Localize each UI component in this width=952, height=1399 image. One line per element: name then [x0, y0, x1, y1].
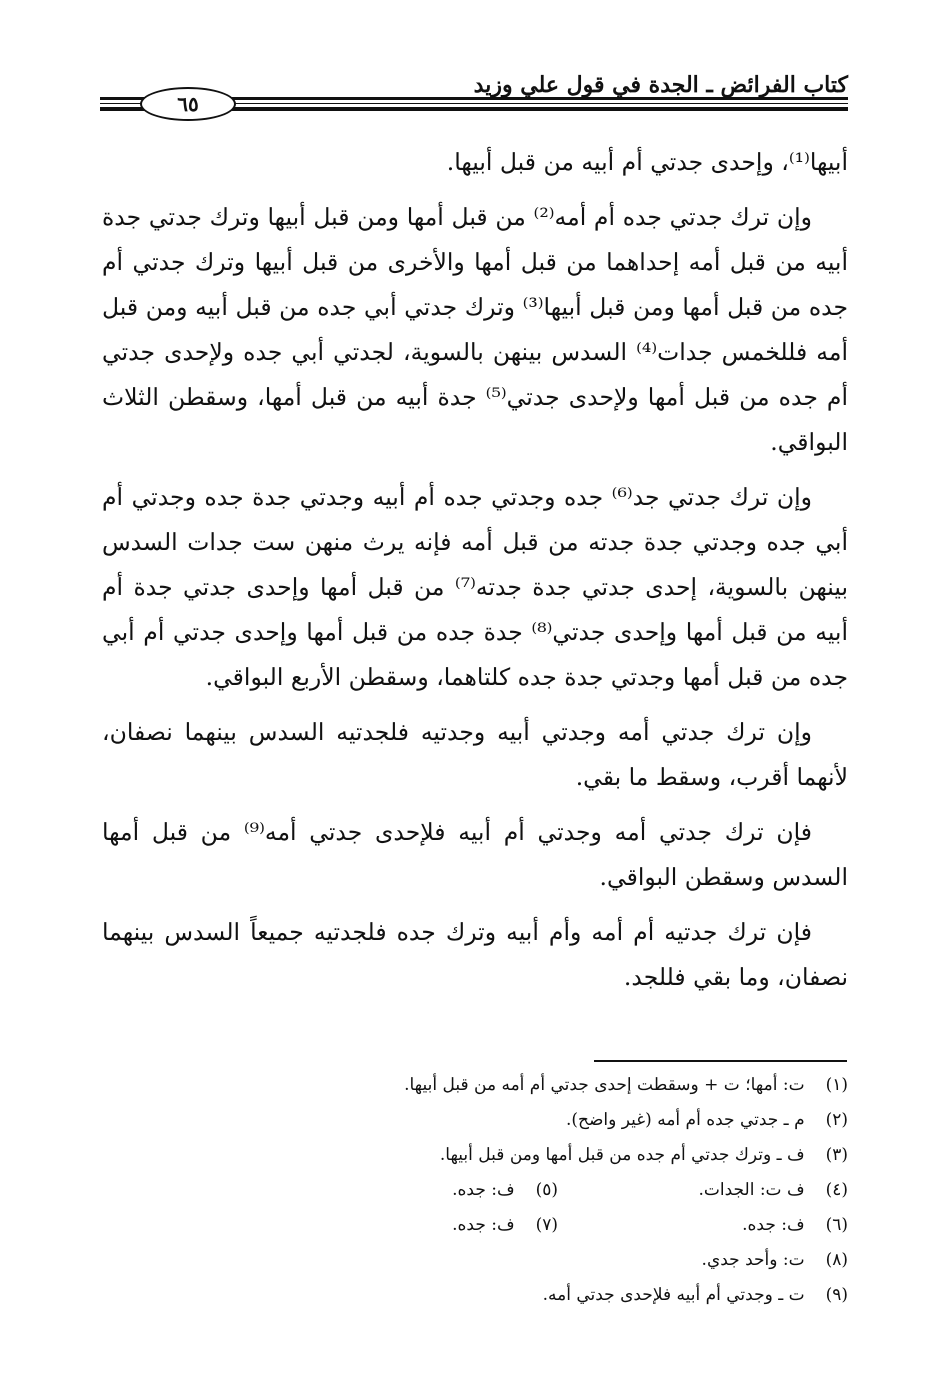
footnote-number: (٧): [535, 1215, 558, 1235]
footnote-text: ف: جده.: [742, 1215, 805, 1235]
paragraph-4: وإن ترك جدتي أمه وجدتي أبيه وجدتيه فلجدتيه السدس بينهما نصفان، لأنهما أقرب، وسقط ما بقي.: [102, 718, 848, 791]
footnote-3: [300, 1138, 848, 1173]
footnote-4: [699, 1173, 849, 1208]
footnote-number: (٢): [825, 1110, 848, 1130]
footnote-2: [300, 1103, 848, 1138]
paragraph-1: أبيها⁽¹⁾، وإحدى جدتي أم أبيه من قبل أبيها.: [446, 148, 848, 176]
footnote-8: [300, 1243, 848, 1278]
footnote-text: ف: جده.: [452, 1215, 515, 1235]
footnote-number: (٥): [535, 1180, 558, 1200]
footnote-number: (٦): [825, 1215, 848, 1235]
page-header: [100, 70, 848, 120]
paragraph-3: وإن ترك جدتي جد⁽⁶⁾ جده وجدتي جده أم أبيه وجدتي جدة جده وجدتي أم أبي جده وجدتي جدة جدته من قبل أمه فإنه يرث منهن ست جدات السدس بينهن بالسوية، إحدى جدتي جدة جدته⁽⁷⁾ من قبل أمها وإحدى جدتي جدة أم أبيه من قبل أمها وإحدى جدتي⁽⁸⁾ جدة جده من قبل أمها وإحدى جدتي أم أبي جده من قبل أمها وجدتي جدة جده كلتاهما، وسقطن الأربع البواقي.: [102, 483, 848, 691]
footnote-text: ت: وأحد جدي.: [701, 1250, 805, 1270]
paragraph-5: فإن ترك جدتي أمه وجدتي أم أبيه فلإحدى جدتي أمه⁽⁹⁾ من قبل أمها السدس وسقطن البواقي.: [102, 818, 848, 891]
footnote-separator: [594, 1060, 847, 1062]
footnote-number: (٨): [825, 1250, 848, 1270]
footnote-number: (٤): [825, 1180, 848, 1200]
footnote-number: (١): [825, 1075, 848, 1095]
paragraph-2: وإن ترك جدتي جده أم أمه⁽²⁾ من قبل أمها ومن قبل أبيها وترك جدتي جدة أبيه من قبل أمه إحداهما من قبل أمها والأخرى من قبل أبيها وترك جدتي أم جده من قبل أمها ومن قبل أبيها⁽³⁾ وترك جدتي أبي جده من قبل أبيه ومن قبل أمه فللخمس جدات⁽⁴⁾ السدس بينهن بالسوية، لجدتي أبي جده ولإحدى جدتي أم جده من قبل أمها ولإحدى جدتي⁽⁵⁾ جدة أبيه من قبل أمها، وسقطن الثلاث البواقي.: [102, 203, 848, 456]
footnote-5: [452, 1173, 558, 1208]
footnote-text: ف: جده.: [452, 1180, 515, 1200]
footnote-1: [300, 1068, 848, 1103]
footnote-number: (٣): [825, 1145, 848, 1165]
footnotes: [300, 1068, 848, 1313]
footnote-text: ت ـ وجدتي أم أبيه فلإحدى جدتي أمه.: [542, 1285, 805, 1305]
footnote-7: [452, 1208, 558, 1243]
footnote-number: (٩): [825, 1285, 848, 1305]
running-title: كتاب الفرائض ـ الجدة في قول علي وزيد: [473, 72, 848, 98]
footnote-text: ف ـ وترك جدتي أم جده من قبل أمها ومن قبل أبيها.: [439, 1145, 805, 1165]
footnote-6: [742, 1208, 848, 1243]
footnote-row-6-7: [300, 1208, 848, 1243]
footnote-row-4-5: [300, 1173, 848, 1208]
main-text: [102, 140, 848, 1010]
footnote-9: [300, 1278, 848, 1313]
footnote-text: ف ت: الجدات.: [698, 1180, 805, 1200]
footnote-text: م ـ جدتي جده أم أمه (غير واضح).: [565, 1110, 805, 1130]
paragraph-6: فإن ترك جدتيه أم أمه وأم أبيه وترك جده فلجدتيه جميعاً السدس بينهما نصفان، وما بقي فللجد.: [102, 918, 848, 991]
page-number: ٦٥: [140, 87, 236, 121]
footnote-text: ت: أمها؛ ت + وسقطت إحدى جدتي أم أمه من قبل أبيها.: [404, 1075, 805, 1095]
